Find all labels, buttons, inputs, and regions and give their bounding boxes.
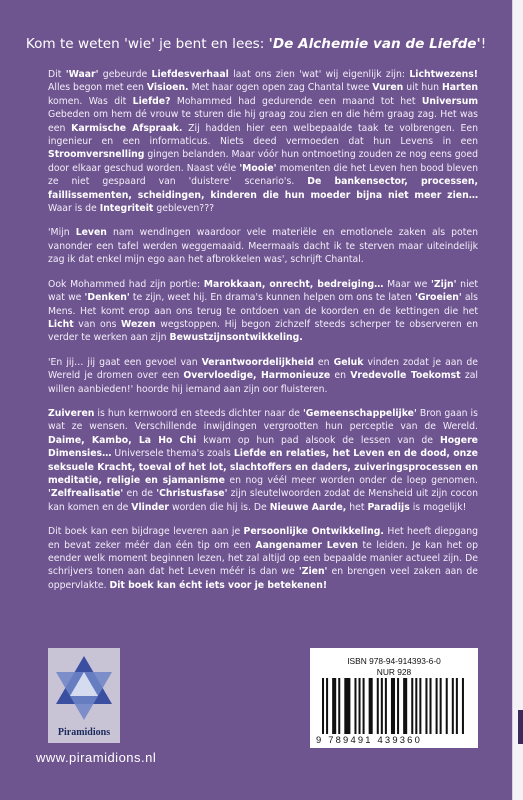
text-run: van ons [73, 318, 122, 330]
text-run: nam wendingen waardoor vele materiële en emotionele zaken als poten vanonder een tafel werden weggemaaid. Meermaals dacht ik te sterven maar uiteindelijk zag ik dat enkel mijn ego aan het afbrokkelen was', schrijft Chantal. [48, 227, 479, 266]
blurb-paragraph [48, 226, 478, 266]
text-run: Dit [48, 69, 66, 80]
text-run: Ook Mohammed had zijn portie: [48, 278, 204, 290]
bold-phrase: Vredevolle Toekomst [350, 370, 461, 382]
barcode-bar [344, 678, 350, 734]
text-run: als Mens. Het komt erop aan ons terug te ontdoen van de koorden en de kettingen die het [48, 292, 478, 317]
barcode-bar [446, 678, 448, 734]
publisher-logo [48, 648, 120, 743]
bold-phrase: Stroomversnelling [48, 149, 145, 161]
text-run: vinden zodat je aan de Wereld je dromen over een [48, 356, 479, 382]
page-edge [512, 0, 513, 800]
bold-phrase: Bewustzijnsontwikkeling. [169, 332, 303, 344]
barcode-digits: 9 789491 439360 [316, 734, 422, 745]
bold-phrase: 'Denken' [84, 292, 130, 304]
text-run: is hun kernwoord en steeds dichter naar de [94, 407, 303, 419]
pyramid-star-icon [54, 654, 114, 722]
blurb-paragraph [48, 407, 478, 514]
barcode-bar [436, 678, 438, 734]
text-run: Waar is de [48, 203, 100, 215]
bold-phrase: Integriteit [99, 203, 154, 215]
text-run: zijn sleutelwoorden zodat de Mensheid uit zijn cocon kan komen en de [48, 488, 478, 513]
bold-phrase: Universum [421, 95, 479, 107]
barcode-bar [391, 678, 395, 734]
text-run: 'En jij… jij gaat een gevoel van [48, 356, 202, 368]
text-run: Alles begon met een [48, 82, 147, 94]
text-run: niet wat we [48, 278, 479, 304]
text-run: gingen belanden. Maar vóór hun ontmoeting zouden ze nog eens goed door elkaar geschud worden. Naast véle [48, 149, 478, 174]
barcode-bar [403, 678, 407, 734]
text-run: uit hun [403, 82, 442, 94]
bold-phrase: Verantwoordelijkheid [201, 356, 314, 368]
bold-phrase: 'Christusfase' [156, 488, 228, 500]
bold-phrase: Hogere Dimensies… [48, 434, 478, 460]
text-run: Zij hadden hier een welbepaalde taak te volbrengen. Een ingenieur en een informaticus. Niets deed vermoeden dat hun Levens in een [48, 122, 478, 148]
text-run: kwam op hun pad alsook de lessen van de [196, 434, 440, 446]
bold-phrase: 'Zijn' [431, 278, 457, 290]
blurb-paragraph [48, 68, 478, 215]
bold-phrase: 'Groeien' [415, 292, 462, 304]
bold-phrase: Leven [75, 227, 107, 239]
barcode-bar [419, 678, 421, 734]
bold-phrase: 'Gemeenschappelijke' [302, 407, 417, 419]
blurb-paragraph [48, 356, 478, 396]
text-run: 'Mijn [48, 227, 76, 239]
barcode-bars [322, 678, 466, 734]
bold-phrase: Wezen [121, 318, 156, 330]
bold-phrase: Licht [48, 318, 74, 330]
bold-phrase: 'Waar' [65, 69, 99, 80]
barcode-bar [429, 678, 431, 734]
barcode-bar [397, 678, 399, 734]
blurb-paragraph [48, 525, 478, 592]
publisher-website[interactable]: www.piramidions.nl [36, 750, 157, 765]
barcode-bar [456, 678, 458, 734]
text-run: wegstoppen. Hij begon zichzelf steeds scherper te observeren en verder te werken aan zijn [48, 318, 478, 344]
barcode-bar [354, 678, 356, 734]
bold-phrase: Lichtwezens! [409, 69, 479, 80]
text-run: Bron gaan is wat ze wensen. Verschillende inwijdingen vergrootten hun perceptie van de Wereld. [48, 407, 478, 433]
barcode-bar [411, 678, 413, 734]
bold-phrase: 'Mooie' [239, 162, 277, 174]
barcode-bar [462, 678, 464, 734]
text-run: en de [123, 488, 157, 500]
text-run: Met haar ogen open zag Chantal twee [188, 82, 373, 94]
text-run: en [330, 370, 351, 382]
barcode-bar [338, 678, 340, 734]
header-prefix: Kom te weten 'wie' je bent en lees: [25, 36, 269, 52]
bold-phrase: Geluk [333, 356, 364, 368]
text-run: is mogelijk! [409, 501, 467, 513]
text-run: het [346, 501, 368, 513]
barcode-bar [425, 678, 427, 734]
barcode-bar [452, 678, 454, 734]
bold-phrase: 'Zelfrealisatie' [48, 488, 124, 500]
bold-phrase: Dit boek kan écht iets voor je betekenen! [109, 579, 328, 591]
barcode-bar [415, 678, 417, 734]
text-run: gebeurde [98, 69, 152, 80]
header-suffix: ! [480, 36, 487, 52]
cover-header [0, 36, 512, 52]
text-run: Het heeft diepgang en bevat zeker méér dan één tip om een [48, 526, 478, 551]
bold-phrase: Daime, Kambo, La Ho Chi [48, 434, 197, 446]
book-title: 'De Alchemie van de Liefde' [268, 36, 481, 52]
bold-phrase: Persoonlijke Ontwikkeling. [243, 526, 384, 538]
barcode-bar [363, 678, 365, 734]
bold-phrase: Marokkaan, onrecht, bedreiging… [203, 278, 384, 290]
logo-name: Piramidions [57, 727, 111, 738]
bold-phrase: Liefde? [132, 95, 171, 107]
text-run: gebleven??? [153, 203, 215, 215]
barcode-bar [385, 678, 387, 734]
barcode-bar [359, 678, 361, 734]
bold-phrase: Liefdesverhaal [151, 69, 229, 80]
text-run: Mohammed had gedurende een maand tot het [170, 95, 422, 107]
text-run: en nog véél meer worden onder de loep genomen. [224, 474, 478, 486]
edge-mark [518, 710, 523, 744]
text-run: Gebeden om hem dé vrouw te sturen die hij graag zou zien en die hém graag zag. Het was een [48, 109, 478, 134]
text-run: momenten die het Leven hen bood bleven ze niet gespaard van 'duistere' scenario's. [48, 162, 478, 188]
text-run: worden die hij is. De [169, 501, 270, 513]
text-run: Maar we [383, 278, 432, 290]
text-run: en [313, 356, 334, 368]
text-run: laat ons zien 'wat' wij eigenlijk zijn: [228, 69, 410, 80]
text-run: Universele thema's zoals [111, 448, 234, 460]
bold-phrase: Aangenamer Leven [255, 539, 358, 551]
barcode-bar [381, 678, 383, 734]
bold-phrase: Liefde en relaties, het Leven en de dood, onze seksuele Kracht, toeval of het lot, slachtoffers en daders, zuiveringsprocessen en meditatie, religie en sjamanisme [48, 448, 478, 486]
text-run: zal willen aanbieden!' hoorde hij iemand aan zijn oor fluisteren. [48, 370, 478, 395]
bold-phrase: Vlinder [131, 501, 170, 513]
text-run: en brengen veel zaken aan de oppervlakte. [48, 566, 478, 591]
blurb-text [48, 68, 478, 603]
text-run: Dit boek kan een bijdrage leveren aan je [48, 526, 244, 538]
bold-phrase: 'Zien' [298, 566, 328, 578]
barcode-bar [322, 678, 324, 734]
bold-phrase: Paradijs [367, 501, 410, 513]
barcode-box [310, 648, 478, 748]
bold-phrase: Harten [441, 82, 478, 94]
barcode-bar [440, 678, 442, 734]
barcode-bar [369, 678, 373, 734]
bold-phrase: Overvloedige, Harmonieuze [183, 370, 331, 382]
barcode-bar [326, 678, 328, 734]
text-run: te leiden. Je kan het op eender welk moment beginnen lezen, het zal altijd op een bepaalde manier actueel zijn. De schrijvers tonen aan dat het Leven méér is dan we [48, 539, 479, 578]
nur-code: NUR 928 [376, 667, 412, 677]
bold-phrase: Zuiveren [48, 407, 95, 419]
bold-phrase: De bankensector, processen, faillissementen, scheidingen, kinderen die hun moeder bijna niet meer zien… [48, 176, 478, 201]
text-run: komen. Was dit [48, 95, 133, 107]
bold-phrase: Karmische Afspraak. [71, 122, 183, 134]
blurb-paragraph [48, 278, 478, 345]
bold-phrase: Nieuwe Aarde, [269, 501, 347, 513]
isbn: ISBN 978-94-914393-6-0 [347, 656, 441, 666]
bold-phrase: Vuren [372, 82, 404, 94]
bold-phrase: Visioen. [146, 82, 189, 94]
barcode-bar [377, 678, 379, 734]
text-run: te zijn, weet hij. En drama's kunnen helpen om ons te laten [129, 292, 415, 304]
barcode-bar [332, 678, 336, 734]
